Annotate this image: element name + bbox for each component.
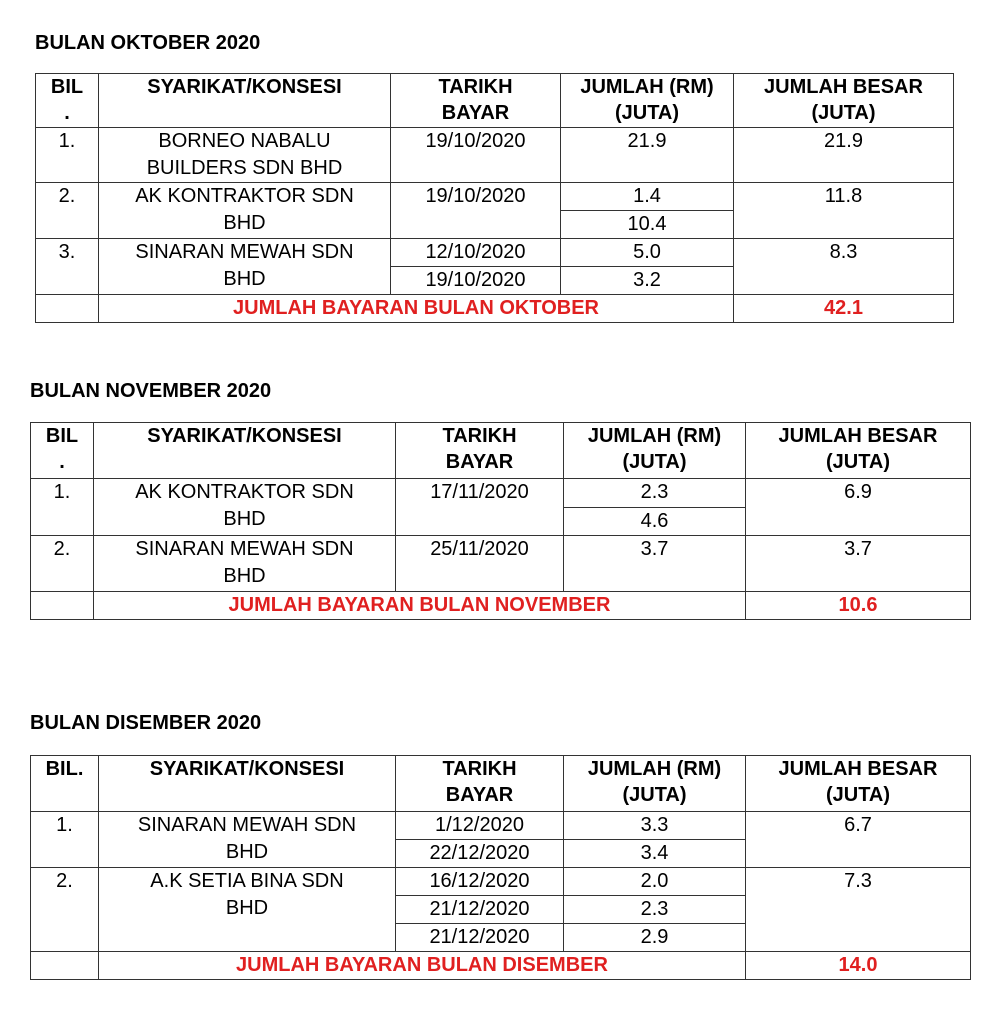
amount-cell: 1.4 xyxy=(561,183,734,211)
bil-cell: 2. xyxy=(31,868,99,952)
payment-table-november xyxy=(30,422,971,620)
header-company: SYARIKAT/KONSESI xyxy=(99,74,391,128)
date-cell: 1/12/2020 xyxy=(396,812,564,840)
date-cell: 12/10/2020 xyxy=(391,239,561,267)
total-label: JUMLAH BAYARAN BULAN NOVEMBER xyxy=(94,592,746,620)
header-bil: BIL . xyxy=(31,423,94,479)
total-value: 10.6 xyxy=(746,592,971,620)
company-cell: SINARAN MEWAH SDN BHD xyxy=(99,812,396,868)
date-cell: 19/10/2020 xyxy=(391,128,561,183)
bil-cell: 2. xyxy=(31,536,94,592)
date-cell: 21/12/2020 xyxy=(396,896,564,924)
header-date: TARIKH BAYAR xyxy=(396,423,564,479)
payment-table-oktober xyxy=(35,73,954,323)
grand-total-cell: 8.3 xyxy=(734,239,954,295)
table-header-row xyxy=(36,74,954,128)
table-row xyxy=(36,183,954,211)
total-row xyxy=(36,295,954,323)
company-cell: AK KONTRAKTOR SDN BHD xyxy=(99,183,391,239)
total-label: JUMLAH BAYARAN BULAN DISEMBER xyxy=(99,952,746,980)
company-cell: SINARAN MEWAH SDN BHD xyxy=(99,239,391,295)
date-cell: 21/12/2020 xyxy=(396,924,564,952)
header-grand-total: JUMLAH BESAR (JUTA) xyxy=(734,74,954,128)
table-row xyxy=(36,239,954,267)
amount-cell: 2.9 xyxy=(564,924,746,952)
grand-total-cell: 6.9 xyxy=(746,479,971,536)
amount-cell: 4.6 xyxy=(564,508,746,536)
section-title-disember: BULAN DISEMBER 2020 xyxy=(30,712,262,734)
table-header-row xyxy=(31,756,971,812)
amount-cell: 3.7 xyxy=(564,536,746,592)
bil-cell: 1. xyxy=(31,812,99,868)
total-row xyxy=(31,952,971,980)
grand-total-cell: 6.7 xyxy=(746,812,971,868)
header-date: TARIKH BAYAR xyxy=(391,74,561,128)
company-cell: A.K SETIA BINA SDN BHD xyxy=(99,868,396,952)
total-empty-cell xyxy=(31,592,94,620)
bil-cell: 2. xyxy=(36,183,99,239)
total-row xyxy=(31,592,971,620)
header-bil: BIL . xyxy=(36,74,99,128)
date-cell: 16/12/2020 xyxy=(396,868,564,896)
amount-cell: 2.0 xyxy=(564,868,746,896)
total-value: 42.1 xyxy=(734,295,954,323)
grand-total-cell: 21.9 xyxy=(734,128,954,183)
section-title-oktober: BULAN OKTOBER 2020 xyxy=(35,32,261,54)
table-header-row xyxy=(31,423,971,479)
table-row xyxy=(31,812,971,840)
table-row xyxy=(31,479,971,508)
header-bil: BIL. xyxy=(31,756,99,812)
amount-cell: 21.9 xyxy=(561,128,734,183)
date-cell: 17/11/2020 xyxy=(396,479,564,536)
date-cell: 19/10/2020 xyxy=(391,183,561,239)
header-company: SYARIKAT/KONSESI xyxy=(99,756,396,812)
bil-cell: 1. xyxy=(36,128,99,183)
date-cell: 25/11/2020 xyxy=(396,536,564,592)
grand-total-cell: 7.3 xyxy=(746,868,971,952)
table-row xyxy=(36,128,954,183)
amount-cell: 5.0 xyxy=(561,239,734,267)
total-value: 14.0 xyxy=(746,952,971,980)
total-label: JUMLAH BAYARAN BULAN OKTOBER xyxy=(99,295,734,323)
header-amount: JUMLAH (RM) (JUTA) xyxy=(561,74,734,128)
amount-cell: 2.3 xyxy=(564,479,746,508)
grand-total-cell: 11.8 xyxy=(734,183,954,239)
company-cell: SINARAN MEWAH SDN BHD xyxy=(94,536,396,592)
grand-total-cell: 3.7 xyxy=(746,536,971,592)
header-amount: JUMLAH (RM) (JUTA) xyxy=(564,756,746,812)
date-cell: 19/10/2020 xyxy=(391,267,561,295)
total-empty-cell xyxy=(31,952,99,980)
payment-table-disember xyxy=(30,755,971,980)
amount-cell: 2.3 xyxy=(564,896,746,924)
header-amount: JUMLAH (RM) (JUTA) xyxy=(564,423,746,479)
header-grand-total: JUMLAH BESAR (JUTA) xyxy=(746,423,971,479)
header-grand-total: JUMLAH BESAR (JUTA) xyxy=(746,756,971,812)
section-title-november: BULAN NOVEMBER 2020 xyxy=(30,380,272,402)
date-cell: 22/12/2020 xyxy=(396,840,564,868)
amount-cell: 3.4 xyxy=(564,840,746,868)
bil-cell: 3. xyxy=(36,239,99,295)
header-company: SYARIKAT/KONSESI xyxy=(94,423,396,479)
table-row xyxy=(31,868,971,896)
table-row xyxy=(31,536,971,592)
amount-cell: 3.2 xyxy=(561,267,734,295)
amount-cell: 3.3 xyxy=(564,812,746,840)
amount-cell: 10.4 xyxy=(561,211,734,239)
company-cell: AK KONTRAKTOR SDN BHD xyxy=(94,479,396,536)
company-cell: BORNEO NABALU BUILDERS SDN BHD xyxy=(99,128,391,183)
bil-cell: 1. xyxy=(31,479,94,536)
total-empty-cell xyxy=(36,295,99,323)
header-date: TARIKH BAYAR xyxy=(396,756,564,812)
